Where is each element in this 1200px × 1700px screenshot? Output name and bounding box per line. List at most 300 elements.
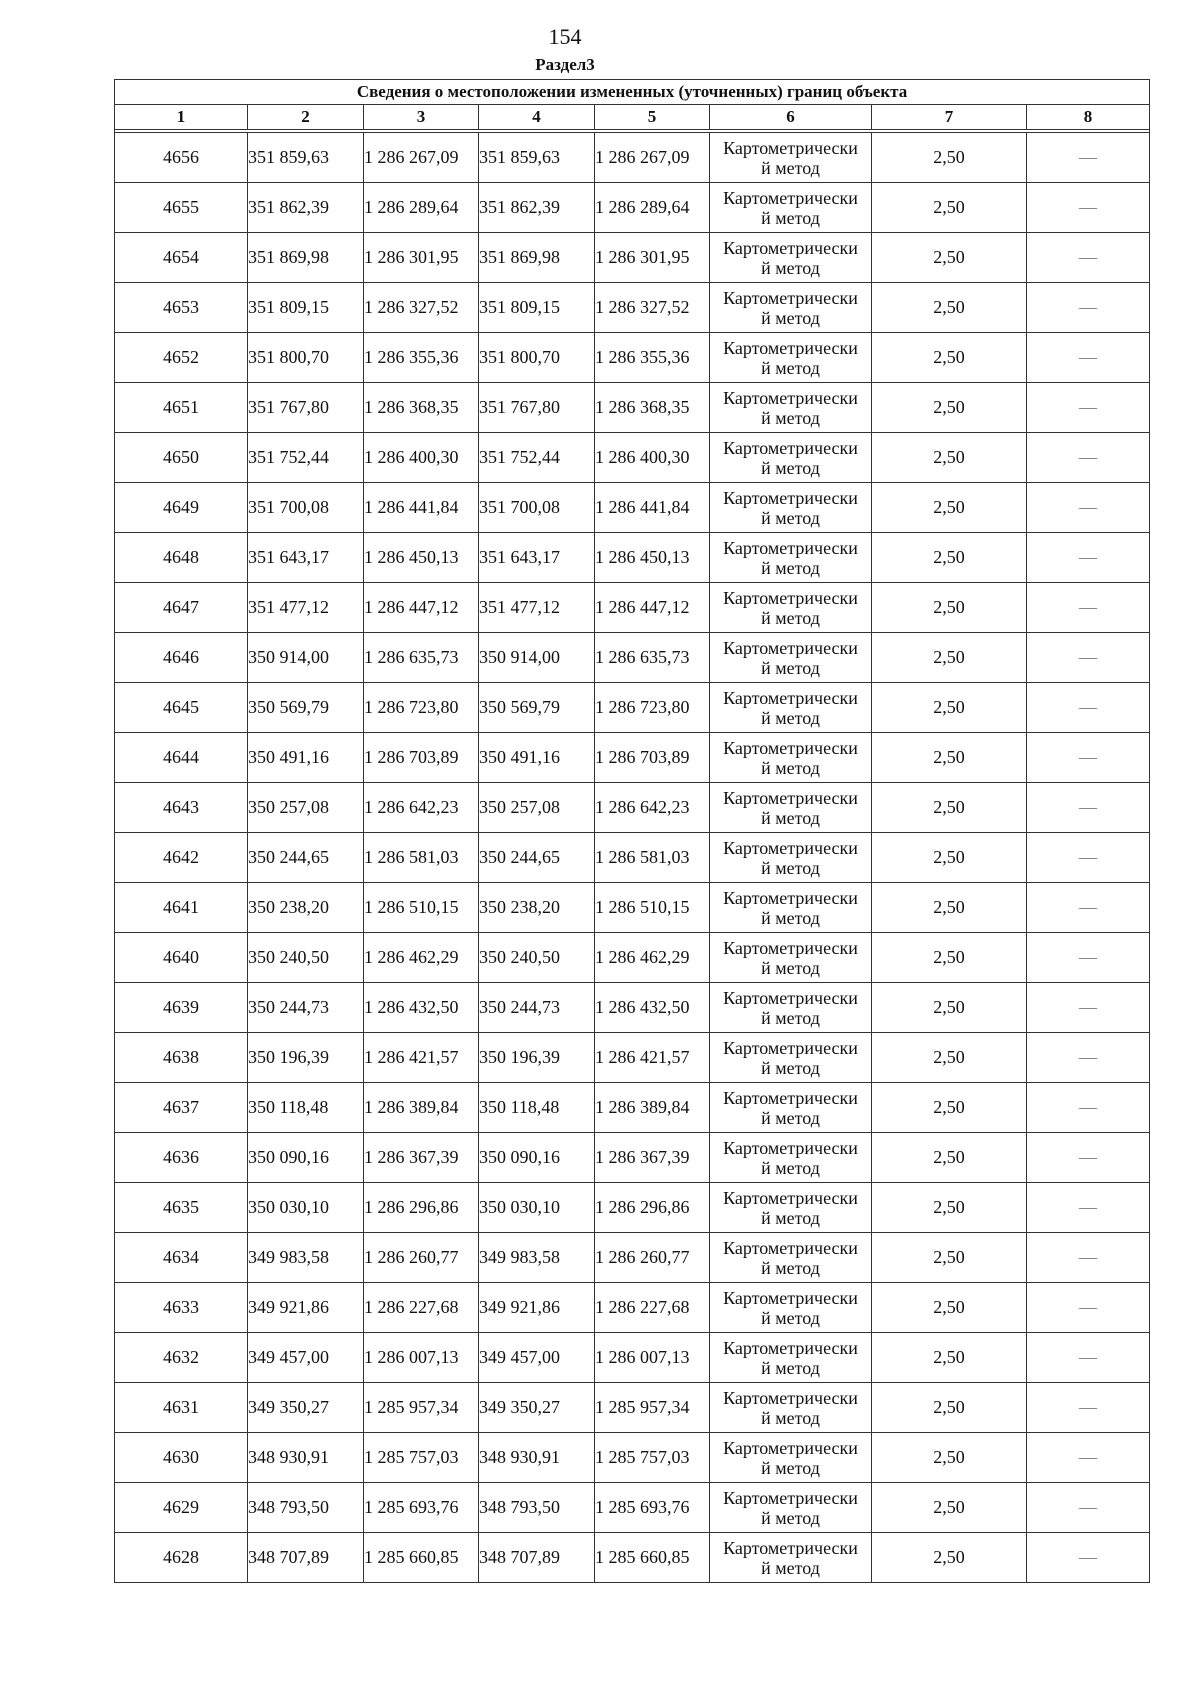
accuracy-value: 2,50 [872,233,1027,283]
existing-y-coordinate: 1 285 957,34 [364,1383,479,1433]
empty-value-dash: — [1027,1533,1150,1583]
existing-y-coordinate: 1 285 660,85 [364,1533,479,1583]
empty-value-dash: — [1027,133,1150,183]
refined-y-coordinate: 1 286 462,29 [595,933,710,983]
column-number: 5 [595,105,710,130]
existing-y-coordinate: 1 285 693,76 [364,1483,479,1533]
empty-value-dash: — [1027,1383,1150,1433]
refined-y-coordinate: 1 286 447,12 [595,583,710,633]
method-text-line: Картометрически [723,1387,858,1408]
existing-x-coordinate: 350 569,79 [248,683,364,733]
empty-value-dash: — [1027,633,1150,683]
accuracy-value: 2,50 [872,783,1027,833]
method-text-line: й метод [761,807,820,828]
existing-y-coordinate: 1 286 421,57 [364,1033,479,1083]
method-text-line: й метод [761,957,820,978]
existing-y-coordinate: 1 286 723,80 [364,683,479,733]
method-text-line: Картометрически [723,1337,858,1358]
accuracy-value: 2,50 [872,283,1027,333]
refined-y-coordinate: 1 286 289,64 [595,183,710,233]
refined-x-coordinate: 351 477,12 [479,583,595,633]
table-row [115,333,1150,383]
point-number: 4635 [115,1183,248,1233]
point-number: 4631 [115,1383,248,1433]
table-row [115,633,1150,683]
point-number: 4644 [115,733,248,783]
accuracy-value: 2,50 [872,383,1027,433]
page-number: 154 [548,24,582,49]
boundary-coordinates-table [114,79,1150,1583]
section-title: Раздел3 [535,55,595,74]
point-number: 4639 [115,983,248,1033]
refined-x-coordinate: 351 862,39 [479,183,595,233]
accuracy-value: 2,50 [872,983,1027,1033]
accuracy-value: 2,50 [872,1233,1027,1283]
accuracy-value: 2,50 [872,1483,1027,1533]
existing-y-coordinate: 1 286 260,77 [364,1233,479,1283]
point-number: 4642 [115,833,248,883]
accuracy-value: 2,50 [872,533,1027,583]
existing-x-coordinate: 351 767,80 [248,383,364,433]
existing-x-coordinate: 349 350,27 [248,1383,364,1433]
method-text-line: й метод [761,657,820,678]
refined-y-coordinate: 1 286 368,35 [595,383,710,433]
existing-y-coordinate: 1 286 296,86 [364,1183,479,1233]
existing-x-coordinate: 350 238,20 [248,883,364,933]
empty-value-dash: — [1027,1483,1150,1533]
refined-y-coordinate: 1 286 723,80 [595,683,710,733]
method-text-line: й метод [761,407,820,428]
method-text-line: й метод [761,207,820,228]
column-number: 3 [364,105,479,130]
determination-method [710,1483,872,1533]
refined-x-coordinate: 351 809,15 [479,283,595,333]
refined-y-coordinate: 1 286 635,73 [595,633,710,683]
determination-method [710,733,872,783]
refined-x-coordinate: 348 930,91 [479,1433,595,1483]
existing-y-coordinate: 1 286 400,30 [364,433,479,483]
existing-x-coordinate: 350 030,10 [248,1183,364,1233]
existing-y-coordinate: 1 286 368,35 [364,383,479,433]
refined-x-coordinate: 349 350,27 [479,1383,595,1433]
method-text-line: Картометрически [723,1037,858,1058]
accuracy-value: 2,50 [872,883,1027,933]
accuracy-value: 2,50 [872,633,1027,683]
method-text-line: й метод [761,257,820,278]
method-text-line: Картометрически [723,1287,858,1308]
refined-x-coordinate: 350 244,65 [479,833,595,883]
existing-y-coordinate: 1 286 355,36 [364,333,479,383]
column-number: 2 [248,105,364,130]
table-row [115,1033,1150,1083]
table-caption: Сведения о местоположении измененных (уточненных) границ объекта [115,80,1150,105]
existing-x-coordinate: 351 809,15 [248,283,364,333]
table-row [115,883,1150,933]
empty-value-dash: — [1027,883,1150,933]
refined-y-coordinate: 1 286 301,95 [595,233,710,283]
method-text-line: й метод [761,1107,820,1128]
table-row [115,133,1150,183]
existing-y-coordinate: 1 286 635,73 [364,633,479,683]
point-number: 4630 [115,1433,248,1483]
existing-y-coordinate: 1 286 450,13 [364,533,479,583]
empty-value-dash: — [1027,533,1150,583]
refined-y-coordinate: 1 286 355,36 [595,333,710,383]
accuracy-value: 2,50 [872,183,1027,233]
table-row [115,683,1150,733]
accuracy-value: 2,50 [872,1083,1027,1133]
determination-method [710,183,872,233]
method-text-line: й метод [761,607,820,628]
determination-method [710,833,872,883]
determination-method [710,1083,872,1133]
point-number: 4633 [115,1283,248,1333]
method-text-line: Картометрически [723,1437,858,1458]
point-number: 4646 [115,633,248,683]
point-number: 4649 [115,483,248,533]
method-text-line: й метод [761,507,820,528]
accuracy-value: 2,50 [872,133,1027,183]
empty-value-dash: — [1027,1033,1150,1083]
table-row [115,1283,1150,1333]
refined-y-coordinate: 1 286 400,30 [595,433,710,483]
refined-x-coordinate: 351 643,17 [479,533,595,583]
refined-x-coordinate: 350 914,00 [479,633,595,683]
determination-method [710,383,872,433]
point-number: 4655 [115,183,248,233]
method-text-line: й метод [761,1257,820,1278]
point-number: 4632 [115,1333,248,1383]
determination-method [710,533,872,583]
determination-method [710,333,872,383]
refined-y-coordinate: 1 286 441,84 [595,483,710,533]
empty-value-dash: — [1027,833,1150,883]
determination-method [710,1133,872,1183]
existing-y-coordinate: 1 286 301,95 [364,233,479,283]
existing-y-coordinate: 1 286 703,89 [364,733,479,783]
refined-x-coordinate: 350 118,48 [479,1083,595,1133]
refined-y-coordinate: 1 286 327,52 [595,283,710,333]
refined-y-coordinate: 1 285 660,85 [595,1533,710,1583]
refined-y-coordinate: 1 285 693,76 [595,1483,710,1533]
method-text-line: й метод [761,557,820,578]
refined-y-coordinate: 1 286 389,84 [595,1083,710,1133]
table-row [115,1433,1150,1483]
table-row [115,533,1150,583]
accuracy-value: 2,50 [872,1133,1027,1183]
empty-value-dash: — [1027,433,1150,483]
column-number: 6 [710,105,872,130]
existing-x-coordinate: 350 196,39 [248,1033,364,1083]
existing-x-coordinate: 351 862,39 [248,183,364,233]
determination-method [710,1283,872,1333]
existing-x-coordinate: 349 983,58 [248,1233,364,1283]
refined-x-coordinate: 350 030,10 [479,1183,595,1233]
refined-x-coordinate: 350 238,20 [479,883,595,933]
refined-x-coordinate: 349 983,58 [479,1233,595,1283]
determination-method [710,1533,872,1583]
method-text-line: й метод [761,157,820,178]
accuracy-value: 2,50 [872,933,1027,983]
table-row [115,183,1150,233]
determination-method [710,133,872,183]
refined-x-coordinate: 351 869,98 [479,233,595,283]
point-number: 4634 [115,1233,248,1283]
method-text-line: й метод [761,1007,820,1028]
refined-x-coordinate: 349 457,00 [479,1333,595,1383]
column-number-row [115,105,1150,130]
refined-y-coordinate: 1 286 267,09 [595,133,710,183]
existing-y-coordinate: 1 286 289,64 [364,183,479,233]
refined-x-coordinate: 350 196,39 [479,1033,595,1083]
method-text-line: Картометрически [723,1087,858,1108]
refined-y-coordinate: 1 286 296,86 [595,1183,710,1233]
empty-value-dash: — [1027,583,1150,633]
point-number: 4628 [115,1533,248,1583]
method-text-line: Картометрически [723,587,858,608]
accuracy-value: 2,50 [872,1033,1027,1083]
table-row [115,1383,1150,1433]
existing-y-coordinate: 1 286 581,03 [364,833,479,883]
empty-value-dash: — [1027,483,1150,533]
table-row [115,1483,1150,1533]
point-number: 4650 [115,433,248,483]
existing-y-coordinate: 1 286 441,84 [364,483,479,533]
existing-x-coordinate: 349 457,00 [248,1333,364,1383]
table-row [115,233,1150,283]
accuracy-value: 2,50 [872,483,1027,533]
column-number: 4 [479,105,595,130]
refined-x-coordinate: 350 491,16 [479,733,595,783]
refined-y-coordinate: 1 285 957,34 [595,1383,710,1433]
empty-value-dash: — [1027,1133,1150,1183]
determination-method [710,583,872,633]
refined-y-coordinate: 1 286 510,15 [595,883,710,933]
refined-x-coordinate: 350 257,08 [479,783,595,833]
method-text-line: й метод [761,1207,820,1228]
empty-value-dash: — [1027,383,1150,433]
method-text-line: Картометрически [723,837,858,858]
refined-y-coordinate: 1 286 007,13 [595,1333,710,1383]
accuracy-value: 2,50 [872,1383,1027,1433]
existing-y-coordinate: 1 286 510,15 [364,883,479,933]
determination-method [710,883,872,933]
point-number: 4656 [115,133,248,183]
method-text-line: Картометрически [723,187,858,208]
refined-x-coordinate: 351 767,80 [479,383,595,433]
empty-value-dash: — [1027,733,1150,783]
method-text-line: Картометрически [723,737,858,758]
existing-y-coordinate: 1 286 447,12 [364,583,479,633]
point-number: 4638 [115,1033,248,1083]
existing-x-coordinate: 350 491,16 [248,733,364,783]
existing-y-coordinate: 1 286 227,68 [364,1283,479,1333]
table-row [115,283,1150,333]
empty-value-dash: — [1027,783,1150,833]
refined-y-coordinate: 1 286 421,57 [595,1033,710,1083]
accuracy-value: 2,50 [872,733,1027,783]
method-text-line: й метод [761,1157,820,1178]
method-text-line: й метод [761,1407,820,1428]
existing-y-coordinate: 1 286 642,23 [364,783,479,833]
refined-y-coordinate: 1 286 367,39 [595,1133,710,1183]
refined-x-coordinate: 350 569,79 [479,683,595,733]
method-text-line: й метод [761,1457,820,1478]
method-text-line: Картометрически [723,1187,858,1208]
point-number: 4640 [115,933,248,983]
method-text-line: Картометрически [723,237,858,258]
method-text-line: й метод [761,707,820,728]
method-text-line: Картометрически [723,537,858,558]
method-text-line: Картометрически [723,787,858,808]
method-text-line: й метод [761,1507,820,1528]
column-number: 1 [115,105,248,130]
table-row [115,1333,1150,1383]
method-text-line: Картометрически [723,1537,858,1558]
existing-x-coordinate: 348 707,89 [248,1533,364,1583]
table-row [115,433,1150,483]
column-number: 7 [872,105,1027,130]
existing-x-coordinate: 350 090,16 [248,1133,364,1183]
existing-x-coordinate: 351 643,17 [248,533,364,583]
refined-y-coordinate: 1 285 757,03 [595,1433,710,1483]
determination-method [710,483,872,533]
empty-value-dash: — [1027,233,1150,283]
existing-y-coordinate: 1 286 462,29 [364,933,479,983]
refined-x-coordinate: 350 240,50 [479,933,595,983]
accuracy-value: 2,50 [872,333,1027,383]
refined-y-coordinate: 1 286 450,13 [595,533,710,583]
method-text-line: Картометрически [723,1237,858,1258]
refined-x-coordinate: 351 800,70 [479,333,595,383]
method-text-line: й метод [761,757,820,778]
method-text-line: й метод [761,357,820,378]
refined-x-coordinate: 351 700,08 [479,483,595,533]
point-number: 4647 [115,583,248,633]
existing-x-coordinate: 351 859,63 [248,133,364,183]
empty-value-dash: — [1027,1183,1150,1233]
refined-y-coordinate: 1 286 581,03 [595,833,710,883]
table-row [115,1183,1150,1233]
determination-method [710,933,872,983]
empty-value-dash: — [1027,1333,1150,1383]
method-text-line: й метод [761,857,820,878]
refined-x-coordinate: 351 859,63 [479,133,595,183]
determination-method [710,283,872,333]
empty-value-dash: — [1027,283,1150,333]
empty-value-dash: — [1027,1083,1150,1133]
accuracy-value: 2,50 [872,1183,1027,1233]
refined-y-coordinate: 1 286 260,77 [595,1233,710,1283]
determination-method [710,1383,872,1433]
determination-method [710,233,872,283]
refined-y-coordinate: 1 286 432,50 [595,983,710,1033]
refined-y-coordinate: 1 286 642,23 [595,783,710,833]
refined-x-coordinate: 348 793,50 [479,1483,595,1533]
refined-x-coordinate: 350 090,16 [479,1133,595,1183]
method-text-line: й метод [761,1057,820,1078]
table-row [115,383,1150,433]
existing-x-coordinate: 350 118,48 [248,1083,364,1133]
existing-x-coordinate: 350 240,50 [248,933,364,983]
method-text-line: Картометрически [723,1487,858,1508]
existing-y-coordinate: 1 286 367,39 [364,1133,479,1183]
existing-x-coordinate: 351 700,08 [248,483,364,533]
accuracy-value: 2,50 [872,1283,1027,1333]
accuracy-value: 2,50 [872,1533,1027,1583]
accuracy-value: 2,50 [872,833,1027,883]
determination-method [710,1033,872,1083]
refined-y-coordinate: 1 286 703,89 [595,733,710,783]
existing-x-coordinate: 350 244,65 [248,833,364,883]
empty-value-dash: — [1027,333,1150,383]
table-row [115,583,1150,633]
table-row [115,483,1150,533]
point-number: 4651 [115,383,248,433]
existing-x-coordinate: 348 793,50 [248,1483,364,1533]
existing-y-coordinate: 1 286 389,84 [364,1083,479,1133]
empty-value-dash: — [1027,1283,1150,1333]
column-number: 8 [1027,105,1150,130]
table-row [115,1233,1150,1283]
determination-method [710,683,872,733]
method-text-line: Картометрически [723,137,858,158]
existing-y-coordinate: 1 286 327,52 [364,283,479,333]
table-row [115,1083,1150,1133]
empty-value-dash: — [1027,183,1150,233]
method-text-line: й метод [761,1557,820,1578]
determination-method [710,783,872,833]
point-number: 4648 [115,533,248,583]
refined-x-coordinate: 350 244,73 [479,983,595,1033]
determination-method [710,1433,872,1483]
accuracy-value: 2,50 [872,1433,1027,1483]
existing-x-coordinate: 349 921,86 [248,1283,364,1333]
table-row [115,833,1150,883]
existing-x-coordinate: 348 930,91 [248,1433,364,1483]
point-number: 4637 [115,1083,248,1133]
determination-method [710,1183,872,1233]
point-number: 4645 [115,683,248,733]
existing-x-coordinate: 351 477,12 [248,583,364,633]
method-text-line: й метод [761,1357,820,1378]
method-text-line: Картометрически [723,687,858,708]
refined-x-coordinate: 348 707,89 [479,1533,595,1583]
accuracy-value: 2,50 [872,683,1027,733]
method-text-line: Картометрически [723,987,858,1008]
determination-method [710,433,872,483]
method-text-line: Картометрически [723,387,858,408]
empty-value-dash: — [1027,983,1150,1033]
existing-x-coordinate: 351 800,70 [248,333,364,383]
existing-x-coordinate: 351 752,44 [248,433,364,483]
method-text-line: й метод [761,1307,820,1328]
method-text-line: Картометрически [723,887,858,908]
point-number: 4641 [115,883,248,933]
point-number: 4653 [115,283,248,333]
point-number: 4629 [115,1483,248,1533]
method-text-line: Картометрически [723,937,858,958]
refined-x-coordinate: 351 752,44 [479,433,595,483]
table-row [115,983,1150,1033]
accuracy-value: 2,50 [872,1333,1027,1383]
determination-method [710,1233,872,1283]
existing-y-coordinate: 1 286 267,09 [364,133,479,183]
determination-method [710,983,872,1033]
accuracy-value: 2,50 [872,433,1027,483]
method-text-line: Картометрически [723,637,858,658]
existing-x-coordinate: 350 257,08 [248,783,364,833]
